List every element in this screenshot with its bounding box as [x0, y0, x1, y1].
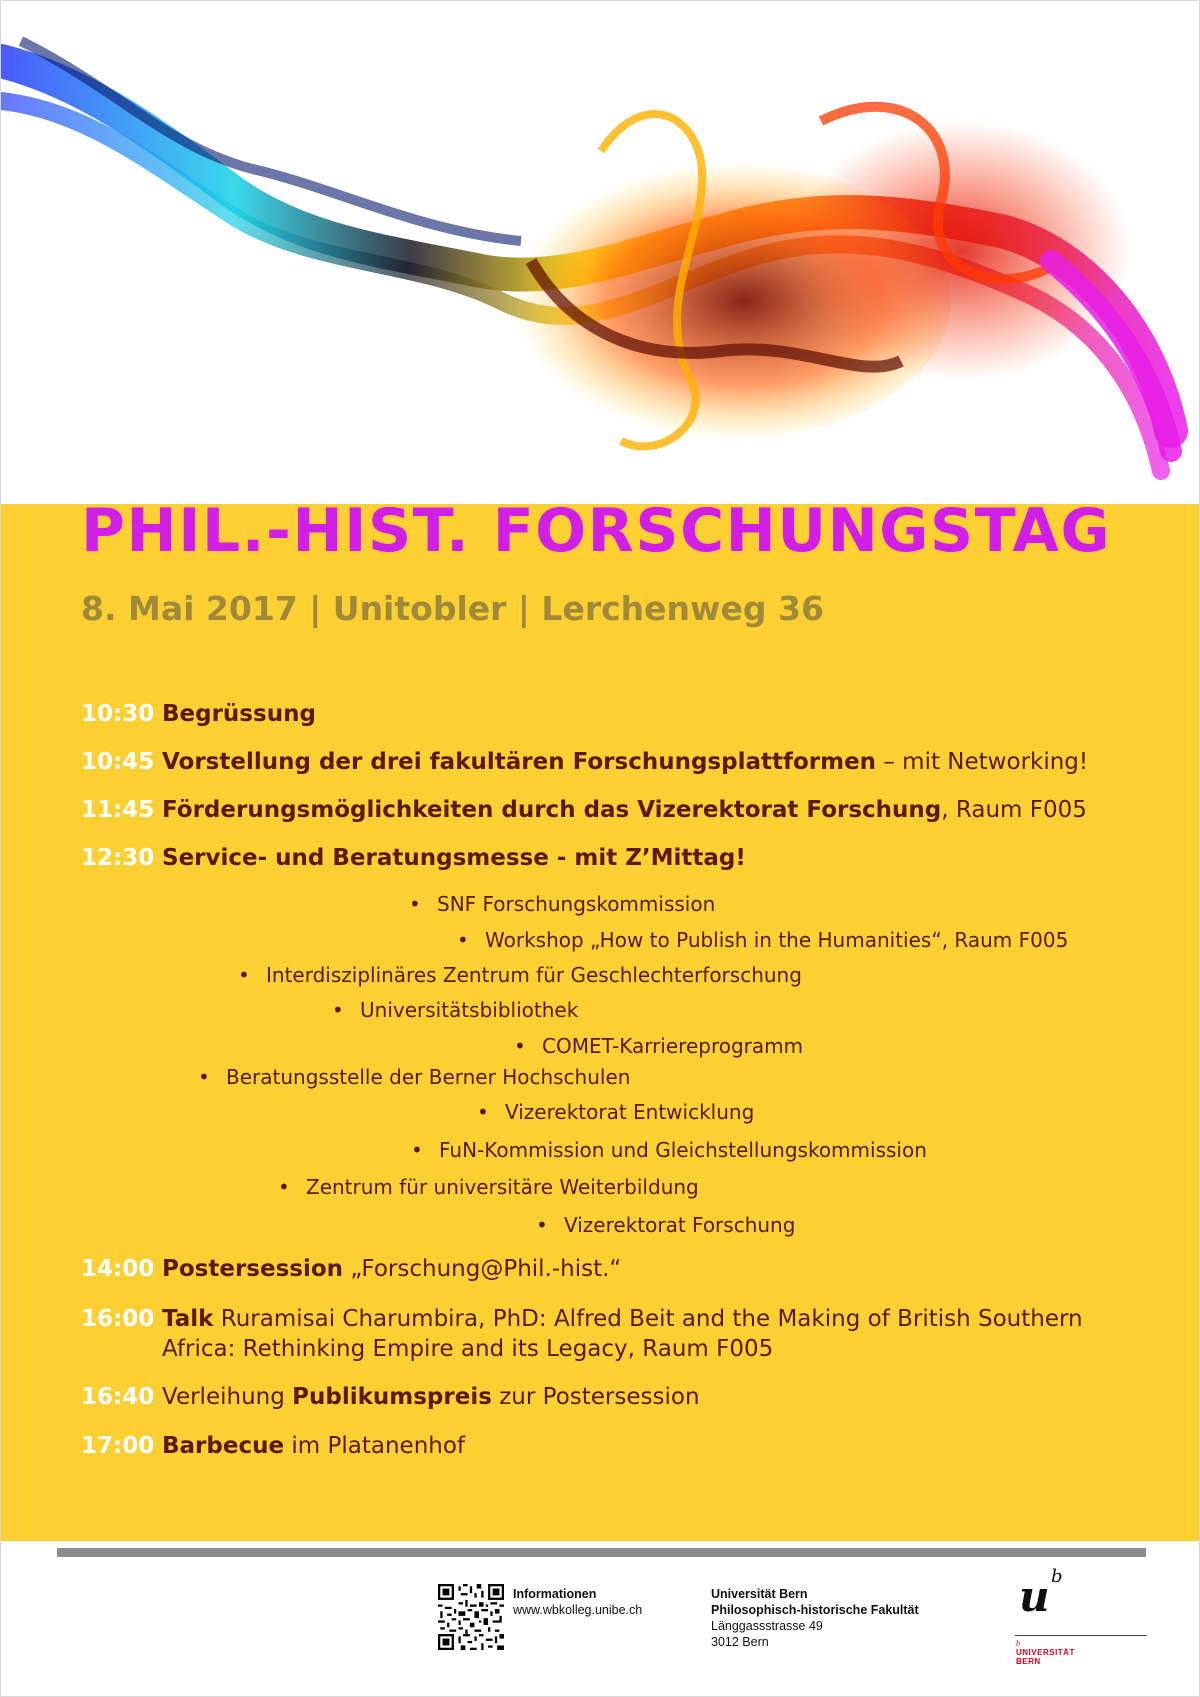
program-time: 11:45 — [81, 797, 155, 823]
event-date-location: 8. Mai 2017 | Unitobler | Lerchenweg 36 — [81, 589, 824, 628]
program-detail: , Raum F005 — [941, 797, 1087, 823]
program-time: 10:45 — [81, 749, 155, 775]
info-url[interactable]: www.wbkolleg.unibe.ch — [513, 1603, 643, 1617]
program-time: 17:00 — [81, 1433, 155, 1459]
program-detail: zur Postersession — [491, 1384, 700, 1410]
program-time: 16:00 — [81, 1306, 155, 1332]
university-logo — [1015, 1566, 1147, 1671]
footer-divider — [57, 1548, 1146, 1557]
booth-label: Interdisziplinäres Zentrum für Geschlechterforschung — [266, 963, 802, 987]
program-detail: – mit Networking! — [876, 749, 1089, 775]
booth-label: Vizerektorat Entwicklung — [505, 1100, 755, 1124]
program-title: Barbecue — [162, 1433, 285, 1459]
booth-label: SNF Forschungskommission — [437, 892, 716, 916]
logo-small-b: b — [1016, 1639, 1020, 1648]
university-name: Universität Bern — [711, 1587, 808, 1601]
program-time: 16:40 — [81, 1384, 155, 1410]
program-title: Postersession — [162, 1256, 344, 1282]
booth-item: • FuN-Kommission und Gleichstellungskommission — [411, 1138, 927, 1162]
footer-address — [711, 1586, 919, 1650]
program-item — [81, 1256, 621, 1282]
program-title: Begrüssung — [162, 701, 316, 727]
program-detail: im Platanenhof — [284, 1433, 466, 1459]
program-detail: „Forschung@Phil.-hist.“ — [343, 1256, 622, 1282]
info-label: Informationen — [513, 1587, 597, 1601]
booth-label: COMET-Karriereprogramm — [542, 1034, 804, 1058]
logo-u: u — [1019, 1572, 1050, 1621]
booth-item: • Beratungsstelle der Berner Hochschulen — [198, 1065, 631, 1089]
smoke-graphic — [1, 1, 1200, 506]
program-title: Talk — [162, 1306, 214, 1332]
logo-text: UNIVERSITÄT BERN — [1016, 1648, 1075, 1666]
booth-label: Universitätsbibliothek — [360, 998, 579, 1022]
program-detail: Ruramisai Charumbira, PhD: Alfred Beit and the Making of British Southern Africa: Rethinking Empire and its Legacy, Raum F005 — [162, 1306, 1083, 1362]
booth-item: • SNF Forschungskommission — [409, 892, 716, 916]
booth-item: • Vizerektorat Forschung — [536, 1213, 796, 1237]
booth-label: Beratungsstelle der Berner Hochschulen — [226, 1065, 631, 1089]
booth-item: • Interdisziplinäres Zentrum für Geschlechterforschung — [238, 963, 802, 987]
program-time: 14:00 — [81, 1256, 155, 1282]
program-time: 10:30 — [81, 701, 155, 727]
program-item — [81, 1384, 700, 1410]
qr-code-icon — [438, 1584, 504, 1650]
booth-item: • Workshop „How to Publish in the Humanities“, Raum F005 — [457, 928, 1069, 952]
program-item — [81, 1304, 1162, 1364]
booth-label: Zentrum für universitäre Weiterbildung — [306, 1175, 699, 1199]
booth-item: • Universitätsbibliothek — [332, 998, 579, 1022]
booth-label: Vizerektorat Forschung — [564, 1213, 796, 1237]
street-address: Länggassstrasse 49 — [711, 1619, 823, 1633]
program-title: Vorstellung der drei fakultären Forschungsplattformen — [162, 749, 877, 775]
faculty-name: Philosophisch-historische Fakultät — [711, 1603, 919, 1617]
logo-b: b — [1051, 1566, 1063, 1587]
poster-title: PHIL.-HIST. FORSCHUNGSTAG — [81, 496, 1112, 566]
program-item — [81, 701, 316, 727]
booth-item: • Zentrum für universitäre Weiterbildung — [278, 1175, 699, 1199]
program-item — [81, 845, 746, 871]
city-address: 3012 Bern — [711, 1635, 769, 1649]
program-item — [81, 797, 1087, 823]
logo-rule — [1015, 1635, 1147, 1636]
program-prefix: Verleihung — [162, 1384, 293, 1410]
booth-label: Workshop „How to Publish in the Humanities“, Raum F005 — [485, 928, 1069, 952]
booth-label: FuN-Kommission und Gleichstellungskommission — [439, 1138, 927, 1162]
smoke-image — [1, 1, 1200, 506]
booth-item: • Vizerektorat Entwicklung — [477, 1100, 755, 1124]
program-title: Service- und Beratungsmesse - mit Z’Mittag! — [162, 845, 746, 871]
program-title: Publikumspreis — [292, 1384, 492, 1410]
program-title: Förderungsmöglichkeiten durch das Vizerektorat Forschung — [162, 797, 942, 823]
program-time: 12:30 — [81, 845, 155, 871]
footer-info — [513, 1586, 642, 1618]
booth-item: • COMET-Karriereprogramm — [514, 1034, 804, 1058]
program-item — [81, 1433, 465, 1459]
program-item — [81, 749, 1088, 775]
